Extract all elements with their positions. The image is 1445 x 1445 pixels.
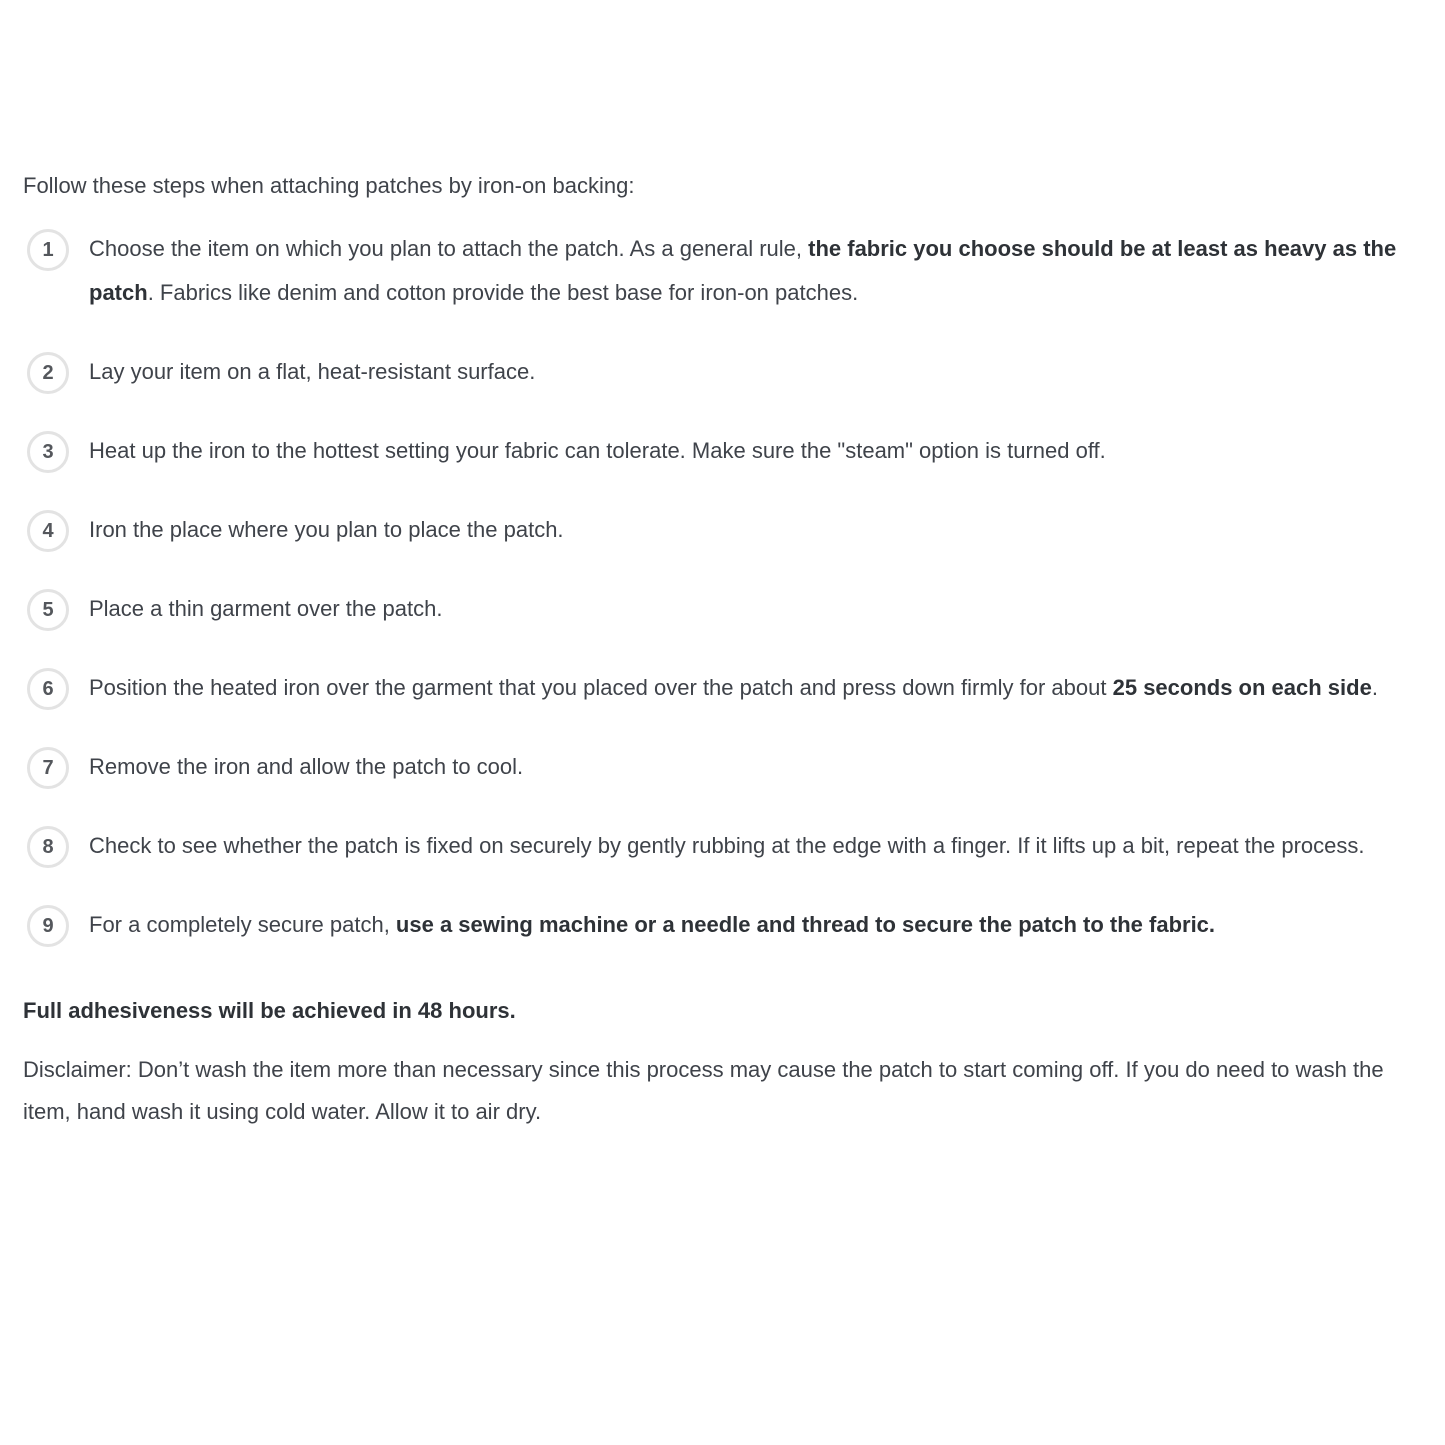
step-item — [27, 904, 1397, 947]
step-number-badge: 1 — [27, 229, 69, 271]
step-text-segment: Heat up the iron to the hottest setting your fabric can tolerate. Make sure the "steam" option is turned off. — [89, 438, 1106, 463]
step-number-badge: 5 — [27, 589, 69, 631]
step-text-segment: Position the heated iron over the garment that you placed over the patch and press down firmly for about — [89, 675, 1113, 700]
adhesiveness-note: Full adhesiveness will be achieved in 48 hours. — [23, 998, 516, 1023]
step-text-segment: Remove the iron and allow the patch to cool. — [89, 754, 524, 779]
step-number-badge: 9 — [27, 905, 69, 947]
step-number-badge: 4 — [27, 510, 69, 552]
step-text-segment: . Fabrics like denim and cotton provide the best base for iron-on patches. — [147, 280, 859, 305]
step-text-bold-segment: the fabric you choose should be at least as heavy as the patch — [89, 236, 1397, 305]
step-item — [27, 746, 1397, 789]
step-text-segment: Iron the place where you plan to place the patch. — [89, 517, 564, 542]
step-number-badge: 2 — [27, 352, 69, 394]
step-item — [27, 667, 1397, 710]
step-number-badge: 6 — [27, 668, 69, 710]
step-text — [89, 587, 442, 631]
step-text-segment: Lay your item on a flat, heat-resistant surface. — [89, 359, 536, 384]
step-item — [27, 351, 1397, 394]
step-text-bold-segment: use a sewing machine or a needle and thread to secure the patch to the fabric. — [395, 912, 1216, 937]
step-text — [89, 429, 1106, 473]
step-text-segment: Check to see whether the patch is fixed on securely by gently rubbing at the edge with a finger. If it lifts up a bit, repeat the process. — [89, 833, 1365, 858]
step-item — [27, 825, 1397, 868]
step-text — [89, 350, 535, 394]
step-text-segment: Place a thin garment over the patch. — [89, 596, 443, 621]
step-text — [89, 745, 523, 789]
step-item — [27, 228, 1397, 315]
step-text — [89, 508, 564, 552]
step-text — [89, 903, 1215, 947]
step-number-badge: 3 — [27, 431, 69, 473]
step-text-segment: . — [1371, 675, 1378, 700]
intro-text: Follow these steps when attaching patches by iron-on backing: — [23, 173, 635, 198]
step-item — [27, 509, 1397, 552]
step-item — [27, 430, 1397, 473]
step-text — [89, 824, 1365, 868]
step-text-segment: Choose the item on which you plan to attach the patch. As a general rule, — [89, 236, 809, 261]
step-text — [89, 666, 1378, 710]
step-number-badge: 8 — [27, 826, 69, 868]
step-text — [89, 227, 1397, 315]
step-text-segment: For a completely secure patch, — [89, 912, 396, 937]
steps-list — [23, 228, 1397, 947]
step-number-badge: 7 — [27, 747, 69, 789]
step-text-bold-segment: 25 seconds on each side — [1112, 675, 1372, 700]
disclaimer-text: Disclaimer: Don’t wash the item more than necessary since this process may cause the patch to start coming off. If you do need to wash the item, hand wash it using cold water. Allow it to air dry. — [23, 1057, 1384, 1124]
step-item — [27, 588, 1397, 631]
